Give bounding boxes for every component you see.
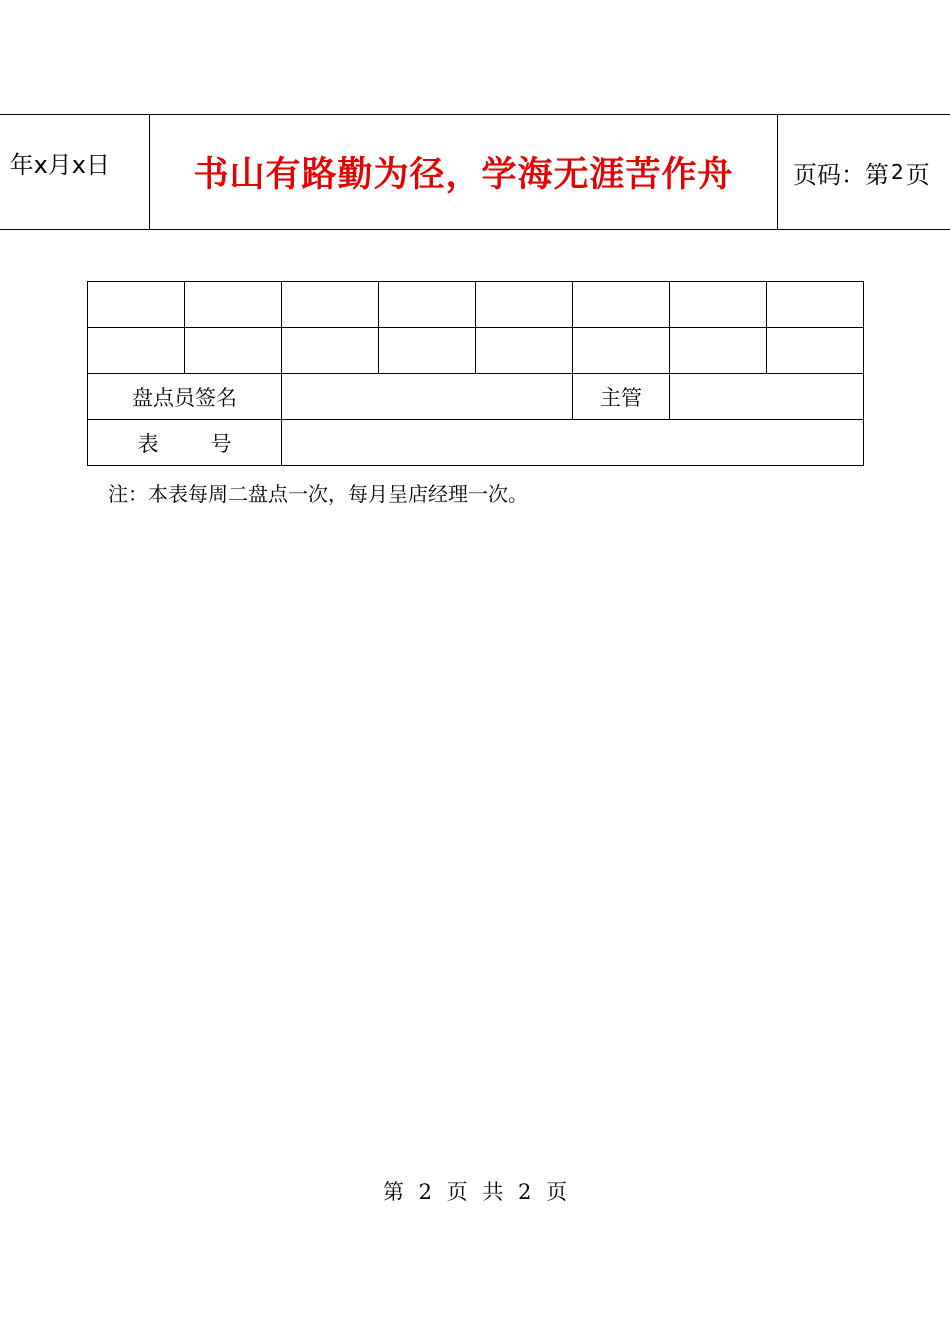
- form-number-field[interactable]: [282, 420, 864, 466]
- table-cell[interactable]: [670, 328, 767, 374]
- page-number: 2: [891, 160, 904, 184]
- table-cell[interactable]: [185, 282, 282, 328]
- table-cell[interactable]: [88, 328, 185, 374]
- table-row: [88, 282, 864, 328]
- footer-current-page: 2: [418, 1180, 432, 1204]
- table-cell[interactable]: [476, 282, 573, 328]
- footer-word-3: 共: [482, 1180, 504, 1204]
- table-cell[interactable]: [282, 328, 379, 374]
- page-prefix: 页码：第: [793, 160, 889, 189]
- footer-word-1: 第: [382, 1180, 404, 1204]
- table-cell[interactable]: [573, 328, 670, 374]
- table-cell[interactable]: [573, 282, 670, 328]
- table-cell[interactable]: [767, 282, 864, 328]
- page-header: [0, 114, 950, 230]
- form-number-label-b: 号: [210, 431, 232, 456]
- table-note: 注：本表每周二盘点一次，每月呈店经理一次。: [108, 482, 528, 506]
- inventory-table: [87, 281, 864, 466]
- form-number-label: [88, 420, 282, 466]
- page-footer: [0, 1176, 950, 1206]
- table-cell[interactable]: [379, 282, 476, 328]
- footer-word-4: 页: [546, 1180, 568, 1204]
- form-number-label-a: 表: [137, 431, 159, 456]
- table-cell[interactable]: [670, 282, 767, 328]
- signer-field[interactable]: [282, 374, 573, 420]
- footer-total-pages: 2: [518, 1180, 532, 1204]
- signer-label: 盘点员签名: [88, 374, 282, 420]
- header-date: 年x月x日: [9, 150, 110, 179]
- table-cell[interactable]: [88, 282, 185, 328]
- form-number-row: [88, 420, 864, 466]
- table-cell[interactable]: [379, 328, 476, 374]
- signature-row: [88, 374, 864, 420]
- table-cell[interactable]: [767, 328, 864, 374]
- table-cell[interactable]: [282, 282, 379, 328]
- header-page-number: [777, 115, 950, 229]
- page-suffix: 页: [905, 160, 930, 189]
- table-cell[interactable]: [185, 328, 282, 374]
- table-row: [88, 328, 864, 374]
- supervisor-field[interactable]: [670, 374, 864, 420]
- footer-word-2: 页: [446, 1180, 468, 1204]
- table-cell[interactable]: [476, 328, 573, 374]
- header-motto: 书山有路勤为径，学海无涯苦作舟: [149, 115, 778, 229]
- supervisor-label: 主管: [573, 374, 670, 420]
